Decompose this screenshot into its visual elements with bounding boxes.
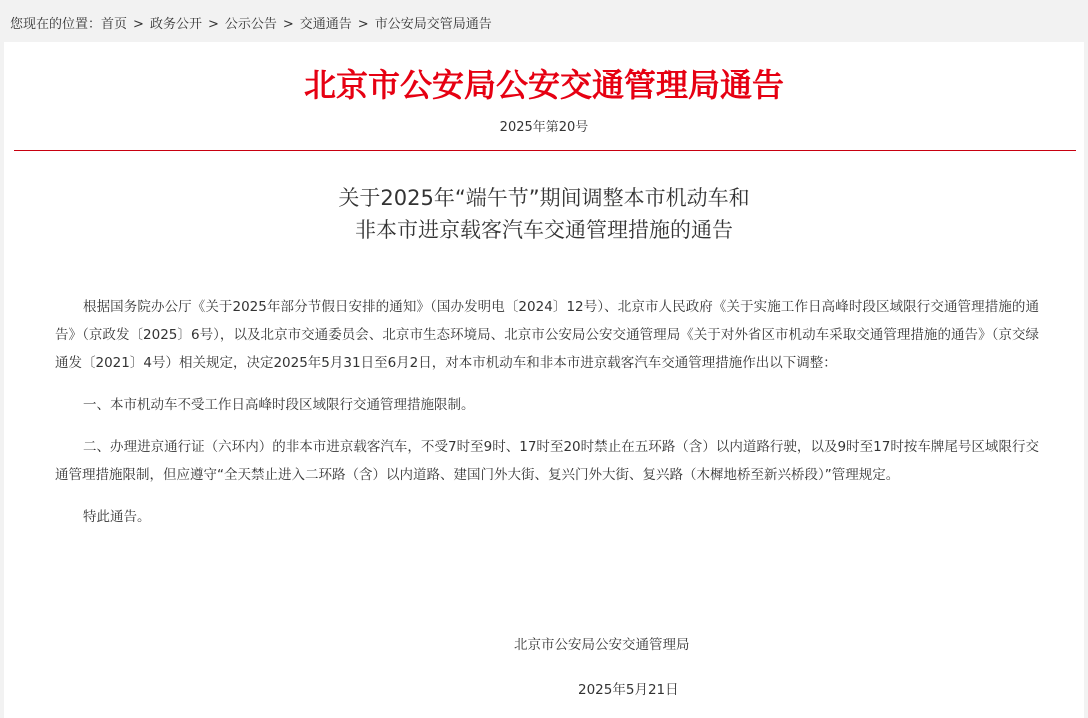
- breadcrumb-separator: >: [357, 17, 369, 32]
- breadcrumb-link-home[interactable]: 首页: [101, 17, 128, 32]
- breadcrumb: [10, 15, 492, 35]
- breadcrumb-link-bureau-notices[interactable]: 市公安局交管局通告: [374, 17, 492, 32]
- notice-paragraph-basis: 根据国务院办公厅《关于2025年部分节假日安排的通知》（国办发明电〔2024〕12号）、北京市人民政府《关于实施工作日高峰时段区域限行交通管理措施的通告》（京政发〔2025〕6号），以及北京市交通委员会、北京市生态环境局、北京市公安局公安交通管理局《关于对外省区市机动车采取交通管理措施的通告》（京交绿通发〔2021〕4号）相关规定，决定2025年5月31日至6月2日，对本市机动车和非本市进京载客汽车交通管理措施作出以下调整：: [55, 299, 1039, 371]
- sign-date: 2025年5月21日: [578, 682, 679, 698]
- breadcrumb-prefix: 您现在的位置：: [10, 17, 102, 32]
- notice-paragraph-item-2: 二、办理进京通行证（六环内）的非本市进京载客汽车，不受7时至9时、17时至20时禁止在五环路（含）以内道路行驶，以及9时至17时按车牌尾号区域限行交通管理措施限制，但应遵守“全天禁止进入二环路（含）以内道路、建国门外大街、复兴门外大街、复兴路（木樨地桥至新兴桥段）”管理规定。: [55, 439, 1039, 483]
- notice-body: [55, 293, 1039, 545]
- breadcrumb-link-gov-affairs[interactable]: 政务公开: [149, 17, 202, 32]
- breadcrumb-separator: >: [282, 17, 294, 32]
- notice-title: [4, 182, 1084, 246]
- document-number: 2025年第20号: [499, 120, 589, 135]
- breadcrumb-link-traffic-notices[interactable]: 交通通告: [299, 17, 352, 32]
- notice-title-line: 非本市进京载客汽车交通管理措施的通告: [355, 218, 733, 242]
- breadcrumb-separator: >: [207, 17, 219, 32]
- article-panel: [4, 42, 1084, 718]
- breadcrumb-link-announcements[interactable]: 公示公告: [224, 17, 277, 32]
- notice-title-line: 关于2025年“端午节”期间调整本市机动车和: [338, 186, 750, 210]
- breadcrumb-separator: >: [133, 17, 144, 32]
- notice-paragraph-closing: 特此通告。: [83, 509, 151, 525]
- notice-paragraph-item-1: 一、本市机动车不受工作日高峰时段区域限行交通管理措施限制。: [83, 397, 475, 413]
- issuer-heading: 北京市公安局公安交通管理局通告: [303, 66, 784, 104]
- signer: 北京市公安局公安交通管理局: [514, 637, 690, 653]
- header-divider: [14, 150, 1076, 151]
